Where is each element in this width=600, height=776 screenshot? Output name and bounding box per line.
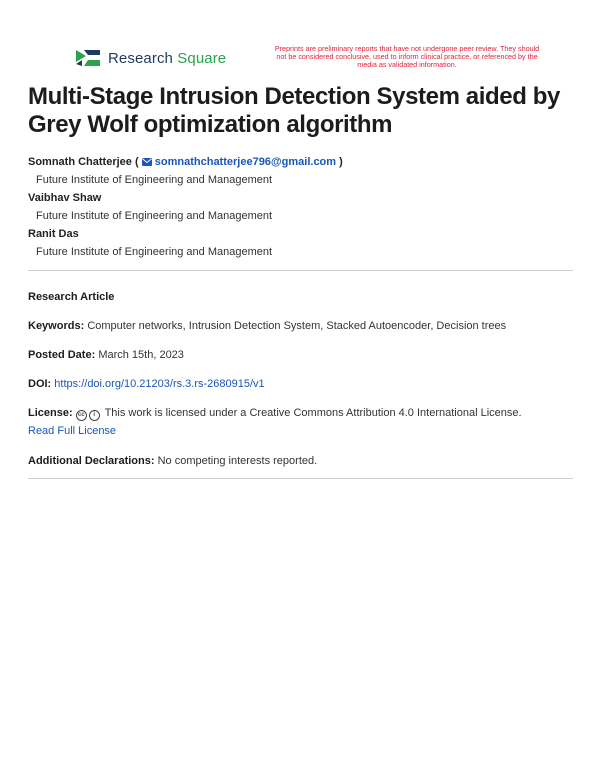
- divider: [28, 478, 573, 479]
- header: [0, 0, 600, 80]
- keywords-label: Keywords:: [28, 320, 85, 332]
- divider: [28, 270, 573, 271]
- logo-text: [108, 50, 226, 67]
- license-label: License:: [28, 407, 73, 419]
- research-square-logo[interactable]: [74, 47, 226, 69]
- author-email-link[interactable]: somnathchatterjee796@gmail.com: [154, 156, 337, 168]
- paper-title: Multi-Stage Intrusion Detection System aided by Grey Wolf optimization algorithm: [28, 83, 560, 138]
- declarations-value: No competing interests reported.: [157, 455, 318, 467]
- posted-date-label: Posted Date:: [28, 349, 96, 361]
- article-type: [28, 288, 573, 306]
- author-name: Somnath Chatterjee ( somnathchatterjee796@gmail.com ): [28, 156, 343, 168]
- declarations-row: [28, 452, 573, 470]
- keywords-value: Computer networks, Intrusion Detection System, Stacked Autoencoder, Decision trees: [87, 320, 507, 332]
- author-affiliation: Future Institute of Engineering and Management: [36, 174, 273, 186]
- doi-label: DOI:: [28, 378, 52, 390]
- author-name-text: Somnath Chatterjee: [28, 156, 132, 168]
- doi-row: [28, 375, 573, 393]
- declarations-label: Additional Declarations:: [28, 455, 155, 467]
- author-affiliation: Future Institute of Engineering and Management: [36, 246, 273, 258]
- author-name: Ranit Das: [28, 228, 79, 240]
- keywords-row: [28, 317, 573, 335]
- envelope-icon: [142, 158, 152, 166]
- doi-link[interactable]: https://doi.org/10.21203/rs.3.rs-2680915/v1: [54, 378, 265, 390]
- creative-commons-icon: cc: [76, 410, 87, 421]
- author-name: Vaibhav Shaw: [28, 192, 102, 204]
- read-full-license-link[interactable]: Read Full License: [28, 425, 117, 437]
- attribution-icon: i: [89, 410, 100, 421]
- posted-date-value: March 15th, 2023: [98, 349, 184, 361]
- logo-word-square: Square: [177, 49, 227, 67]
- article-type-text: Research Article: [28, 291, 115, 303]
- research-square-logo-icon: [74, 47, 102, 69]
- posted-date-row: [28, 346, 573, 364]
- license-row: [28, 404, 573, 440]
- license-text: This work is licensed under a Creative Commons Attribution 4.0 International License.: [104, 407, 522, 419]
- author-affiliation: Future Institute of Engineering and Management: [36, 210, 273, 222]
- logo-word-research: Research: [108, 49, 173, 67]
- author-list: [28, 153, 578, 261]
- preprint-disclaimer: Preprints are preliminary reports that have not undergone peer review. They should not be considered conclusive, used to inform clinical practice, or referenced by the media as validated information.: [274, 44, 540, 69]
